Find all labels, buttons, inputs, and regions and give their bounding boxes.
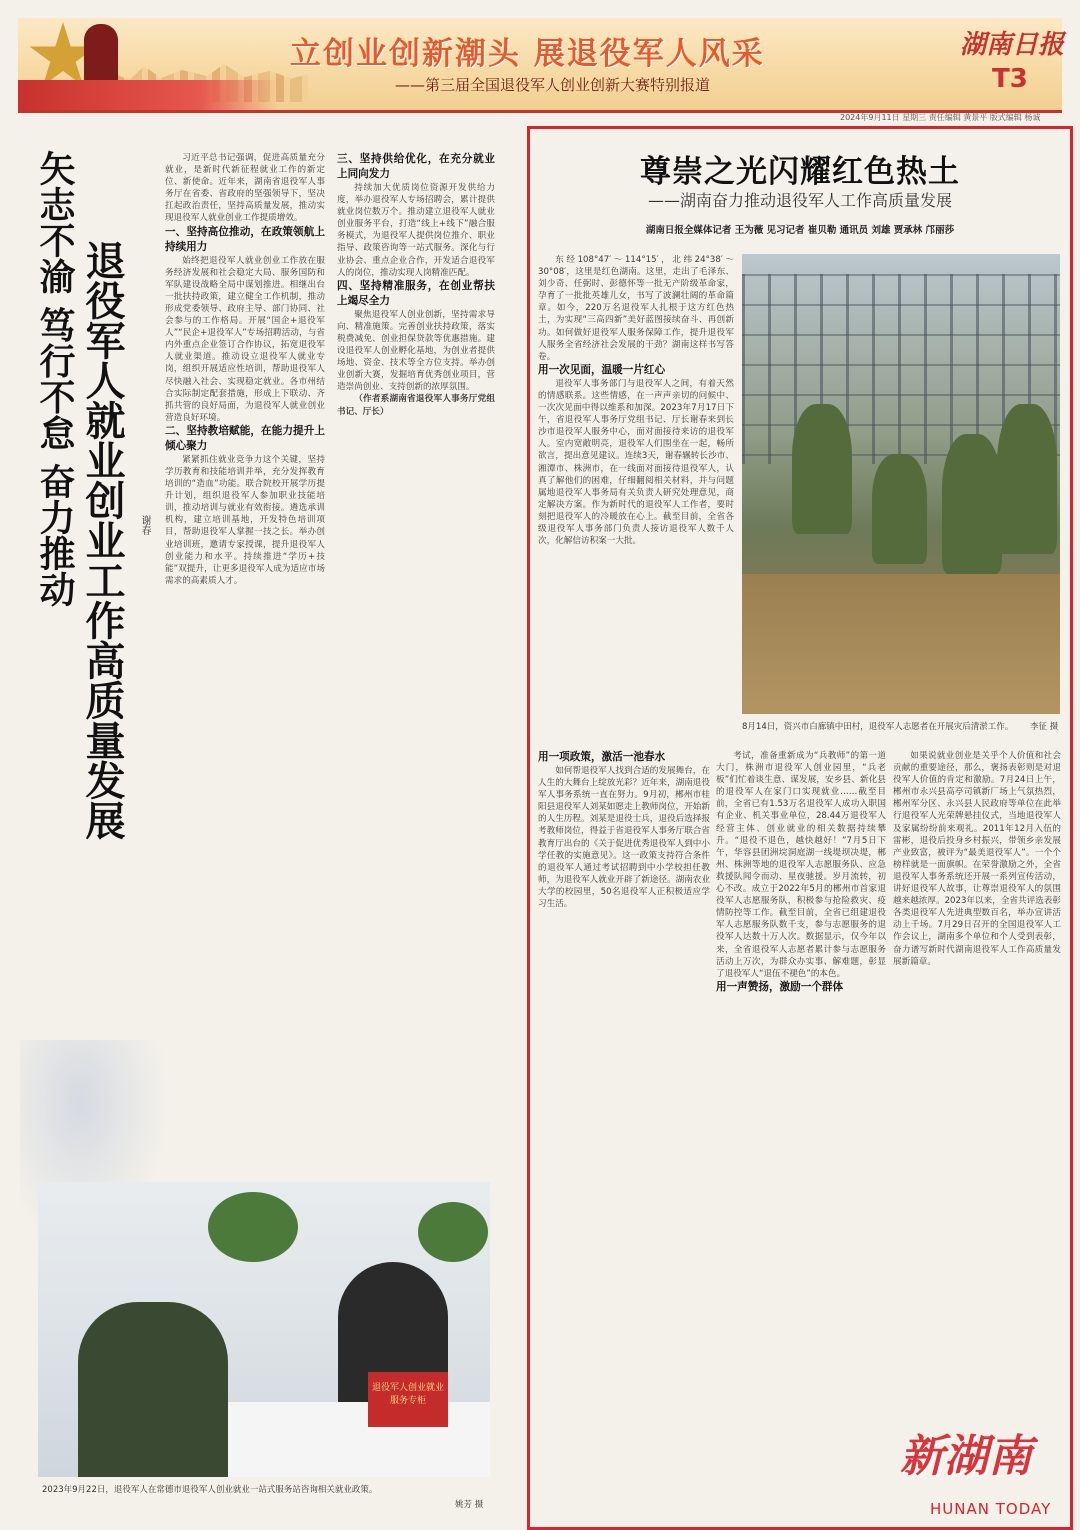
left-section-4-text: 聚焦退役军人创业创新，坚持需求导向、精准施策。完善创业扶持政策，落实税费减免、创业担保贷款等优惠措施。建设退役军人创业孵化基地，为创业者提供场地、资金、技术等全方位支持。举办创业创新大赛，发掘培育优秀创业项目，营造崇尚创业、支持创新的浓厚氛围。 <box>337 309 495 393</box>
right-column-1-bottom <box>538 750 710 1520</box>
left-column-2 <box>337 152 495 1172</box>
right-section-3-text: 如果说就业创业是关乎个人价值和社会贡献的重要途径，那么，褒扬表彰则是对退役军人价值的肯定和激励。7月24日上午，郴州市永兴县高亭司镇新厂场上气氛热烈，郴州军分区、永兴县人民政府等单位在此举行退役军人光荣牌悬挂仪式，当地退役军人及家属纷纷前来观礼。2011年12月入伍的雷彬，退役后投身乡村振兴，带领乡亲发展产业致富，被评为“最美退役军人”。一个个榜样就是一面旗帜。在荣誉激励之外，全省退役军人事务系统还开展一系列宣传活动，讲好退役军人故事，让尊崇退役军人的氛围越来越浓厚。2023年以来，全省共评选表彰各类退役军人先进典型数百名，举办宣讲活动上千场。7月29日召开的全国退役军人工作会议上，湖南多个单位和个人受到表彰，奋力谱写新时代湖南退役军人工作高质量发展新篇章。 <box>893 751 1061 967</box>
left-section-4-title: 四、坚持精准服务，在创业帮扶上竭尽全力 <box>337 279 495 307</box>
volunteer-figure <box>942 434 1002 574</box>
left-column-1 <box>165 152 325 1172</box>
xinhunan-logo: 新湖南 <box>900 1431 1032 1482</box>
page-number: T3 <box>992 64 1028 94</box>
banner-red-ribbon <box>18 80 278 110</box>
volunteer-figure <box>872 454 927 564</box>
right-intro: 东经108°47′～114°15′，北纬24°38′～30°08′，这里是红色湖南。这里，走出了毛泽东、刘少奇、任弼时、彭德怀等一批无产阶级革命家，孕育了一批批英雄儿女，书写了波澜壮阔的革命篇章。如今，220万名退役军人扎根于这方红色热土，为实现“三高四新”美好蓝图接续奋斗、再创新功。如何做好退役军人服务保障工作，提升退役军人服务全省经济社会发展的干劲？湖南这样书写答卷。 <box>538 255 734 362</box>
plant-graphic <box>208 1192 298 1262</box>
plant-graphic <box>418 1202 488 1262</box>
right-byline: 湖南日报全媒体记者 王为薇 见习记者 崔贝勒 通讯员 刘雄 贾承林 邝丽莎 <box>645 225 955 236</box>
left-section-2-text: 紧紧抓住就业竞争力这个关键，坚持学历教育和技能培训并举，充分发挥教育培训的“造血”功能。联合院校开展学历提升计划，组织退役军人参加职业技能培训，推动培训与就业有效衔接。遴选承训机构，建立培训基地，开发特色培训项目，帮助退役军人掌握一技之长。举办创业培训班，邀请专家授课，提升退役军人创业能力和水平。持续推进“学历+技能”双提升，让更多退役军人成为适应市场需求的高素质人才。 <box>165 454 325 586</box>
right-middle-text: 考试，准备重新成为“兵教师”的第一道大门，株洲市退役军人创业园里，“兵老板”们忙着谈生意、谋发展，安乡县、新化县的退役军人在家门口实现就业……截至目前，全省已有1.53万名退役军人成功入职国有企业、机关事业单位，28.44万退役军人经营主体、创业就业的相关数据持续攀升。“退役不退色，越快越好！”7月5日下午，华容县团洲垸洞庭湖一线堤坝决堤，郴州、株洲等地的退役军人志愿服务队、应急救援队闻令而动、星夜驰援。岁月流转，初心不改。成立于2022年5月的郴州市首家退役军人志愿服务队，积极参与抢险救灾、疫情防控等工作。截至目前，全省已组建退役军人志愿服务队数千支，参与志愿服务的退役军人达数十万人次。数据显示，仅今年以来，全省退役军人志愿者累计参与志愿服务活动上万次，为群众办实事、解难题，彰显了退役军人“退伍不褪色”的本色。 <box>716 751 886 979</box>
right-headline: 尊崇之光闪耀红色热土 <box>640 154 960 190</box>
left-section-3-text: 持续加大优质岗位资源开发供给力度，举办退役军人专场招聘会，累计提供就业岗位数万个。推动建立退役军人就业创业服务平台，打造“线上+线下”融合服务模式，为退役军人提供岗位推介、职业指导、政策咨询等一站式服务。深化与行业协会、重点企业合作，开发适合退役军人的岗位，推动实现人岗精准匹配。 <box>337 183 495 278</box>
right-column-2 <box>716 750 886 1520</box>
left-intro: 习近平总书记强调，促进高质量充分就业，是新时代新征程就业工作的新定位、新使命。近年来，湖南省退役军人事务厅在省委、省政府的坚强领导下，坚决扛起政治责任，坚持高质量发展，推动实现退役军人就业创业工作提质增效。 <box>165 153 325 224</box>
left-author: 谢春 <box>139 515 150 535</box>
right-section-2-text: 如何帮退役军人找到合适的发展舞台，在人生的大舞台上绽放光彩？近年来，湖南退役军人事务系统一直在努力。9月初，郴州市桂阳县退役军人刘某如愿走上教师岗位，开始新的人生历程。刘某是退役士兵，退役后选择报考教师岗位，得益于省退役军人事务厅联合省教育厅出台的《关于促进优秀退役军人到中小学任教的实施意见》。这一政策支持符合条件的退役军人通过考试招聘到中小学校担任教师，为退役军人就业开辟了新途径。湖南农业大学的校园里，50名退役军人正积极适应学习生活。 <box>538 766 710 910</box>
mud-ground-graphic <box>742 574 1060 714</box>
photo-1-caption: 8月14日，资兴市白廊镇中田村，退役军人志愿者在开展灾后清淤工作。 <box>742 722 1014 732</box>
left-headline-part-1: 矢志不渝 笃行不怠 奋力推动 <box>34 150 75 608</box>
left-section-3-title: 三、坚持供给优化，在充分就业上同向发力 <box>337 153 495 180</box>
right-section-2-title: 用一项政策，激活一池春水 <box>538 751 666 763</box>
service-sign <box>368 1372 448 1427</box>
volunteer-figure <box>792 404 852 534</box>
service-station-photo <box>38 1182 490 1477</box>
right-column-3 <box>893 750 1061 1440</box>
left-section-1-title: 一、坚持高位推动，在政策领航上持续用力 <box>165 225 325 253</box>
banner-subtitle: ——第三届全国退役军人创业创新大赛特别报道 <box>395 76 711 94</box>
banner-title: 立创业创新潮头 展退役军人风采 <box>290 36 765 72</box>
photo-2-credit: 姚芳 摄 <box>455 1500 484 1510</box>
left-section-2-title: 二、坚持教培赋能，在能力提升上倾心聚力 <box>165 424 325 452</box>
flood-cleanup-photo <box>742 254 1060 714</box>
photo-1-credit: 李征 摄 <box>1030 722 1059 732</box>
photo-2-caption: 2023年9月22日，退役军人在常德市退役军人创业就业一站式服务站咨询相关就业政策。 <box>42 1485 378 1495</box>
volunteer-figure <box>997 404 1057 554</box>
left-author-footnote: （作者系湖南省退役军人事务厅党组书记、厅长） <box>337 394 495 417</box>
right-section-1-text: 退役军人事务部门与退役军人之间，有着天然的情感联系。这些情感，在一声声亲切的问候中、一次次见面中得以维系和加深。2023年7月17日下午，省退役军人事务厅党组书记、厅长谢春来到长沙市退役军人服务中心，面对面接待来访的退役军人。室内宽敞明亮，退役军人们围坐在一起，畅所欲言，提出意见建议。连续3天，谢春辗转长沙市、湘潭市、株洲市，在一线面对面接待退役军人，认真了解他们的困难，仔细翻阅相关材料，并与问题属地退役军人事务局有关负责人研究处理意见，商定解决方案。作为新时代的退役军人工作者，要时刻把退役军人的冷暖放在心上。截至目前，全省各级退役军人事务部门负责人接访退役军人数千人次，化解信访积案一大批。 <box>538 378 734 547</box>
service-sign-text: 退役军人创业就业服务专柜 <box>371 1383 444 1406</box>
right-section-3-title: 用一声赞扬，激励一个群体 <box>716 980 844 993</box>
veteran-figure <box>78 1302 228 1477</box>
right-column-1-top <box>538 254 734 744</box>
dateline: 2024年9月11日 星期三 责任编辑 黄景平 版式编辑 杨诚 <box>840 113 1041 122</box>
hunan-today-logo: HUNAN TODAY <box>930 1500 1052 1518</box>
right-subheadline: ——湖南奋力推动退役军人工作高质量发展 <box>647 191 952 210</box>
left-section-1-text: 始终把退役军人就业创业工作放在服务经济发展和社会稳定大局、服务国防和军队建设战略全局中谋划推进。相继出台一批扶持政策，建立健全工作机制，推动形成党委领导、政府主导、部门协同、社会参与的工作格局。开展“国企+退役军人”“民企+退役军人”专场招聘活动，与省内外重点企业签订合作协议，拓宽退役军人就业渠道。推动设立退役军人就业专岗，组织开展适应性培训，帮助退役军人尽快融入社会、实现稳定就业。各市州结合实际制定配套措施，形成上下联动、齐抓共管的良好局面，为退役军人就业创业营造良好环境。 <box>165 255 325 423</box>
newspaper-logo: 湖南日报 <box>960 30 1065 60</box>
right-section-1-title: 用一次见面，温暖一片红心 <box>538 363 666 376</box>
left-headline-part-2: 退役军人就业创业工作高质量发展 <box>79 240 125 840</box>
